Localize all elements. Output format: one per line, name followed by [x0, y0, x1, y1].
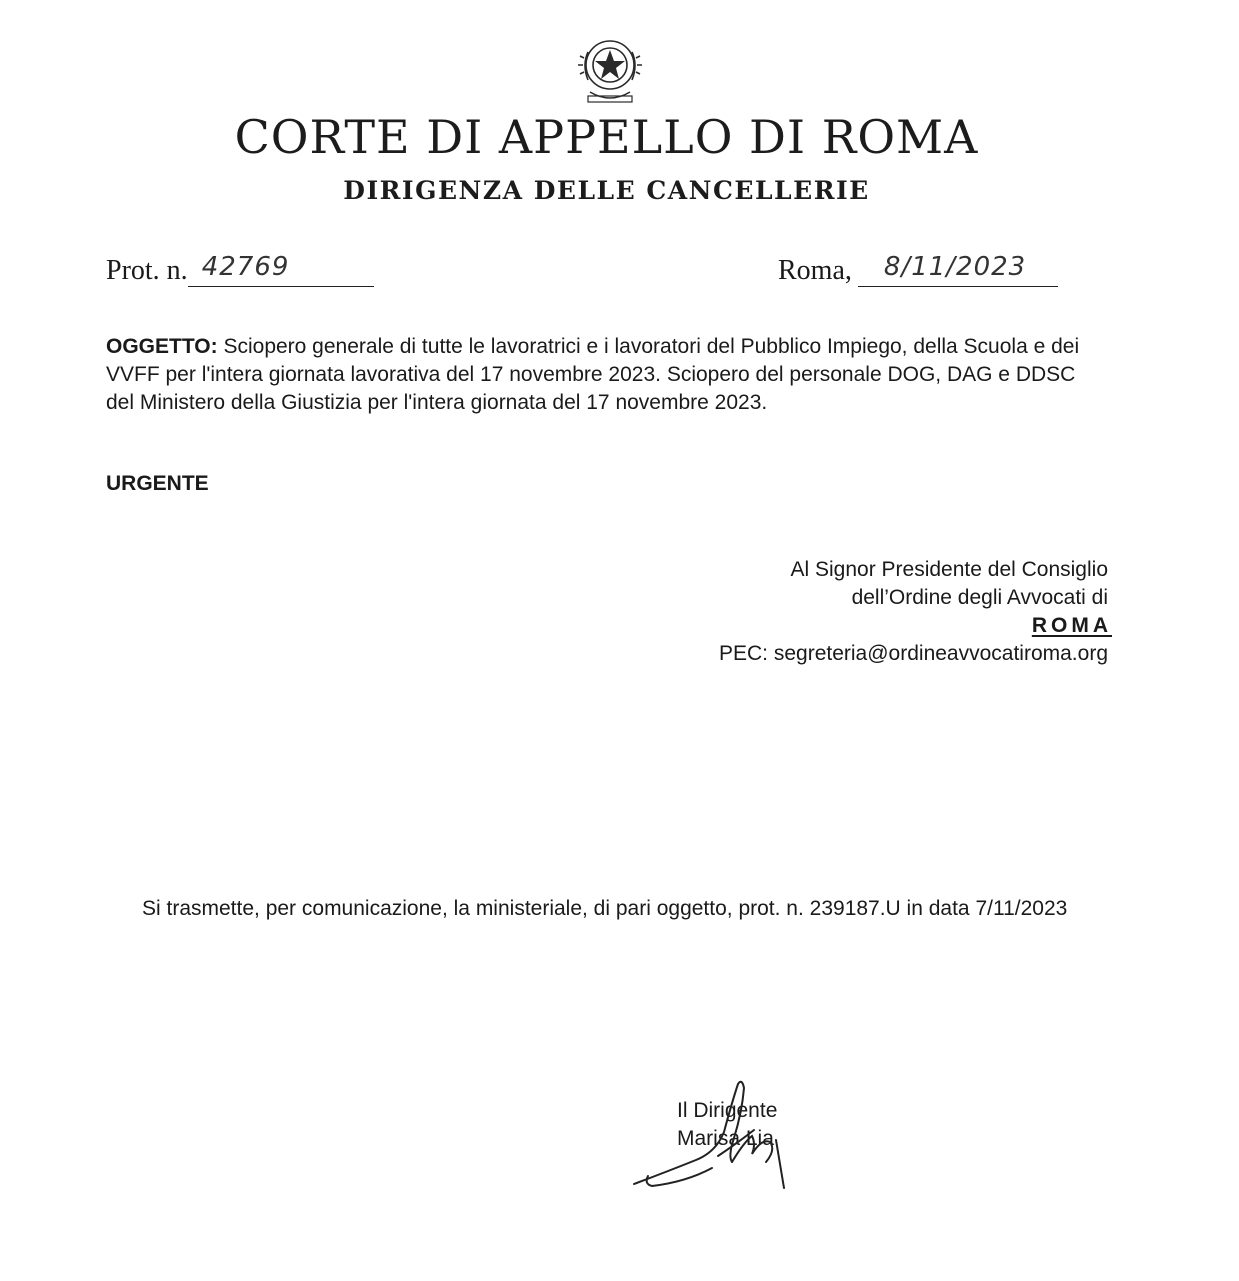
recipient-line-2: dell’Ordine degli Avvocati di	[851, 586, 1108, 609]
court-title: CORTE DI APPELLO DI ROMA	[234, 110, 979, 164]
protocol-number-field	[188, 250, 374, 287]
date-line	[778, 250, 1058, 287]
priority-label: URGENTE	[106, 472, 209, 495]
subject-paragraph	[106, 333, 1106, 417]
date-label: Roma,	[778, 255, 852, 286]
protocol-label: Prot. n.	[106, 255, 188, 286]
date-field	[858, 250, 1058, 287]
signatory-role: Il Dirigente	[677, 1099, 778, 1122]
recipient-city: ROMA	[1031, 614, 1112, 637]
body-paragraph: Si trasmette, per comunicazione, la ministeriale, di pari oggetto, prot. n. 239187.U in data 7/11/2023	[142, 897, 1068, 920]
court-subtitle: DIRIGENZA DELLE CANCELLERIE	[343, 176, 870, 205]
handwritten-signature-icon	[626, 1072, 806, 1197]
recipient-block	[719, 556, 1112, 668]
subject-text: Sciopero generale di tutte le lavoratrici e i lavoratori del Pubblico Impiego, della Scuola e dei VVFF per l'intera giornata lavorativa del 17 novembre 2023. Sciopero del personale DOG, DAG e DDSC del Ministero della Giustizia per l'intera giornata del 17 novembre 2023.	[106, 335, 1080, 414]
recipient-line-1: Al Signor Presidente del Consiglio	[790, 558, 1108, 581]
date-value: 8/11/2023	[883, 252, 1027, 282]
protocol-line	[106, 250, 374, 287]
signatory-name: Marisa Lia	[677, 1127, 774, 1150]
subject-label: OGGETTO:	[106, 335, 218, 358]
recipient-pec: PEC: segreteria@ordineavvocatiroma.org	[719, 642, 1108, 665]
emblem-icon	[574, 32, 646, 108]
protocol-number: 42769	[201, 252, 290, 282]
